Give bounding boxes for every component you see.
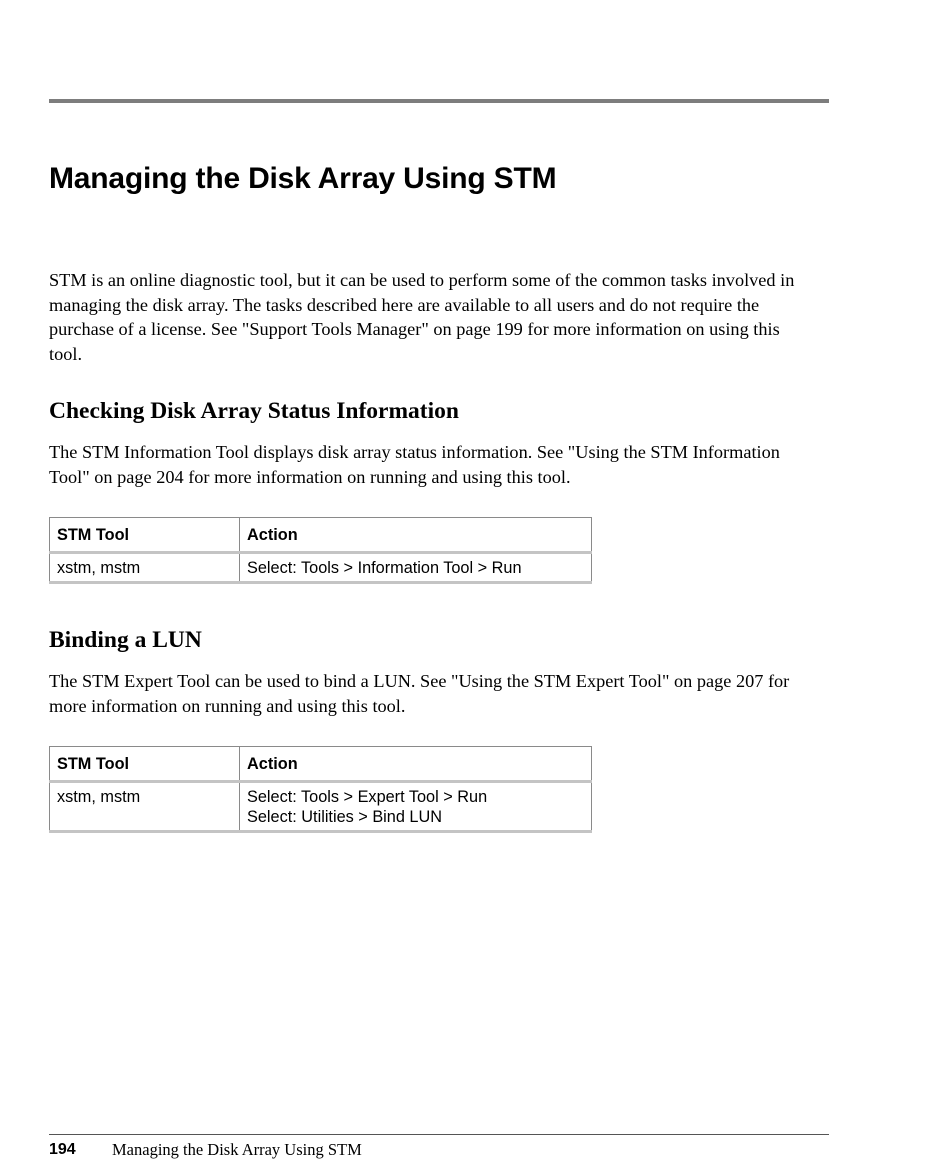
page-title: Managing the Disk Array Using STM xyxy=(49,162,557,195)
column-header-action: Action xyxy=(240,747,592,782)
table-row xyxy=(50,782,592,832)
footer-running-title: Managing the Disk Array Using STM xyxy=(112,1140,362,1159)
table-cell-tool: xstm, mstm xyxy=(50,782,240,832)
column-header-tool: STM Tool xyxy=(50,747,240,782)
footer-rule xyxy=(49,1134,829,1135)
table-cell-tool: xstm, mstm xyxy=(50,553,240,583)
stm-table-bind-lun xyxy=(49,746,592,833)
table-cell-action xyxy=(240,553,592,583)
section-paragraph-bind-lun: The STM Expert Tool can be used to bind a LUN. See "Using the STM Expert Tool" on page 207 for more information on running and using this tool. xyxy=(49,671,790,716)
section-heading-status: Checking Disk Array Status Information xyxy=(49,398,459,424)
table-cell-action xyxy=(240,782,592,832)
header-rule xyxy=(49,99,829,103)
table-header-row xyxy=(50,518,592,553)
action-line: Select: Utilities > Bind LUN xyxy=(247,808,443,826)
stm-table-status xyxy=(49,517,592,584)
column-header-tool: STM Tool xyxy=(50,518,240,553)
action-line: Select: Tools > Information Tool > Run xyxy=(247,559,522,577)
action-line: Select: Tools > Expert Tool > Run xyxy=(247,788,488,806)
section-heading-bind-lun: Binding a LUN xyxy=(49,627,202,653)
intro-paragraph: STM is an online diagnostic tool, but it can be used to perform some of the common tasks involved in managing the disk array. The tasks described here are available to all users and do not require the purchase of a license. See "Support Tools Manager" on page 199 for more information on using this tool. xyxy=(49,270,795,364)
table-header-row xyxy=(50,747,592,782)
section-paragraph-status: The STM Information Tool displays disk array status information. See "Using the STM Information Tool" on page 204 for more information on running and using this tool. xyxy=(49,442,780,487)
table-row xyxy=(50,553,592,583)
column-header-action: Action xyxy=(240,518,592,553)
footer-page-number: 194 xyxy=(49,1141,76,1158)
